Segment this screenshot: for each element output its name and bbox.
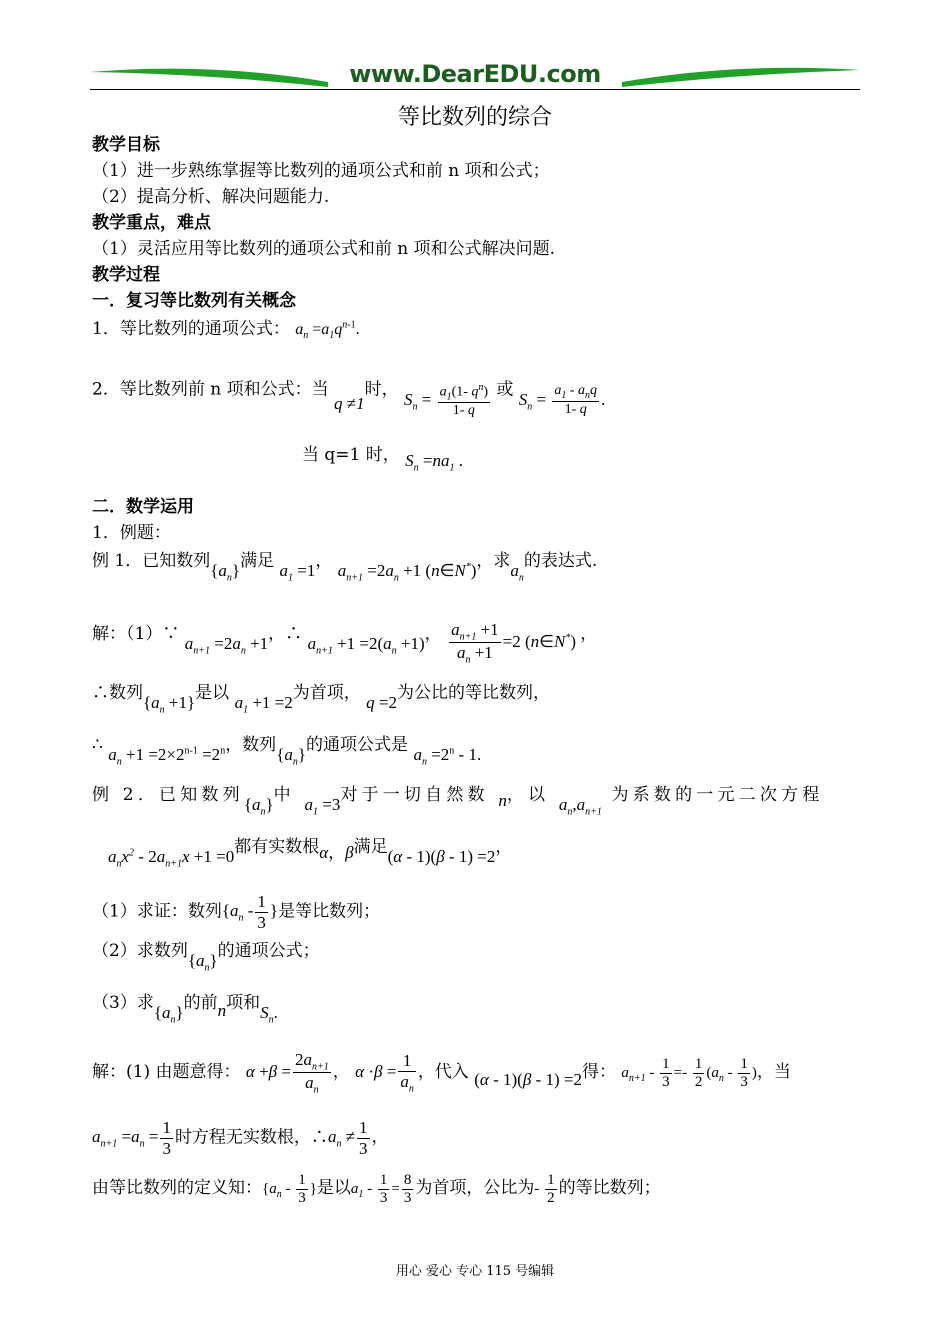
- sol2-text-g: 是以: [316, 1177, 351, 1198]
- sol1-first-term: $a_1 +1 =2$: [234, 693, 293, 716]
- concept-2-shi: 时，: [364, 379, 399, 400]
- solution-2-line-1: 解：(1) 由题意得： α +β = $\frac{2a_{n+1}}{a_n}$ ， α ·β = $\frac{1}{a_n}$ ，代入 (α - 1)(β - 1) =2得： $a_{n+1}$ - $\frac{1}{3}$ =- $\frac{1}{2}$ ($a_n$ - $\frac{1}{3}$ )，当: [92, 1050, 791, 1096]
- q2-text-a: （2）求数列: [92, 941, 188, 961]
- concept-2-q1: [302, 440, 463, 474]
- sol2-sum-roots: α +β = $\frac{2a_{n+1}}{a_n}$: [245, 1050, 329, 1096]
- page-footer: 用心 爱心 专心 115 号编辑: [395, 1264, 555, 1279]
- sol2-not-equal: $a_n$ ≠ $\frac{1}{3}$ ，: [327, 1118, 389, 1158]
- sol2-text-e: 时方程无实数根，∴: [174, 1127, 328, 1148]
- sol1-transform: $a_{n+1} +1 =2(a_n +1)$: [307, 633, 425, 657]
- q3-n: n: [217, 1001, 227, 1020]
- ex1-target: $a_n$: [510, 561, 524, 584]
- example-2-line-2: $a_nx^2 - 2a_{n+1}x +1 =0$都有实数根α，β满足(α - 1)(β - 1) =2，: [108, 837, 513, 870]
- sol1-ratio: $\frac{a_{n+1} +1}{a_n +1}$ =2 (n∈N*): [451, 620, 576, 666]
- sol2-first: $a_1$ - $\frac{1}{3}$ = $\frac{8}{3}$: [350, 1172, 412, 1206]
- sol2-text-b: ，代入: [417, 1061, 469, 1082]
- sol2-product-roots: α ·β = $\frac{1}{a_n}$: [355, 1051, 414, 1095]
- sol1-text-h: 的通项公式是: [306, 735, 409, 755]
- sol2-text-a: 解：(1) 由题意得：: [92, 1061, 241, 1082]
- ex1-text-c: ，求: [476, 551, 511, 571]
- ex2-a1: $a_1 =3$: [304, 795, 341, 818]
- example-1: 例 1．已知数列$\{a_n\}$满足 $a_1 =1$， $a_{n+1} =2a_n +1$ (n∈N*)，求$a_n$的表达式.: [92, 551, 598, 584]
- heading-key: 教学重点，难点: [92, 213, 211, 233]
- ex2-coefs: $a_n,a_{n+1}$: [558, 795, 602, 818]
- ex2-text-d: ，以: [506, 785, 550, 805]
- ex2-seq: $\{a_n\}$: [243, 795, 274, 818]
- q3-text-a: （3）求: [92, 993, 154, 1013]
- concept-2: [92, 372, 606, 419]
- question-2: [92, 936, 320, 974]
- question-1: [92, 892, 380, 933]
- question-3: [92, 988, 278, 1026]
- ex1-text-b: 满足: [240, 551, 275, 571]
- ex2-text-g: 满足: [353, 837, 388, 857]
- sol1-text-a: 解：（1）∵: [92, 623, 180, 644]
- sol2-condition: (α - 1)(β - 1) =2: [474, 1069, 582, 1089]
- example-2-line-1: [92, 780, 860, 818]
- q2-text-b: 的通项公式；: [217, 941, 320, 961]
- q3-text-b: 的前: [183, 993, 218, 1013]
- sol1-text-c: 是以: [195, 683, 230, 703]
- ex2-text-c: 对于一切自然数: [340, 785, 489, 805]
- sol2-equal-case: $a_{n+1} =a_n$ = $\frac{1}{3}$: [92, 1118, 171, 1158]
- sol1-answer: $a_n =2^n - 1$.: [413, 745, 482, 768]
- sol2-relation: $a_{n+1}$ - $\frac{1}{3}$ =- $\frac{1}{2}$ ($a_n$ - $\frac{1}{3}$ ): [621, 1055, 757, 1090]
- ex1-a1: $a_1 =1$: [279, 561, 316, 584]
- ex1-recurrence: $a_{n+1} =2a_n +1$ (n∈N*): [337, 561, 477, 584]
- concept-1-label: 1．等比数列的通项公式：: [92, 319, 290, 339]
- sol2-text-c: 得：: [581, 1061, 616, 1082]
- ex2-roots: α，β: [319, 843, 354, 862]
- solution-1-line-1: 解：（1）∵ $a_{n+1} =2a_n +1$，∴ $a_{n+1} +1 =2(a_n +1)$， $\frac{a_{n+1} +1}{a_n +1}$ =2 (n∈N*) ，: [92, 620, 598, 666]
- solution-2-line-2: [92, 1118, 389, 1159]
- sol1-expression: $a_n +1 =2\times 2^{n-1} =2^n$: [108, 745, 226, 768]
- sol1-text-e: 为公比的等比数列，: [397, 683, 551, 703]
- sol1-text-f: ∴: [92, 735, 103, 755]
- sol1-text-b: ∴数列: [92, 683, 143, 703]
- ex2-equation: $a_nx^2 - 2a_{n+1}x +1 =0$: [108, 847, 235, 870]
- ex2-text-b: 中: [273, 785, 295, 805]
- goal-2: （2）提高分析、解决问题能力.: [92, 187, 330, 207]
- sol2-text-h: 为首项，公比为: [415, 1177, 535, 1198]
- ex1-text-a: 例 1．已知数列: [92, 551, 211, 571]
- page-title: 等比数列的综合: [397, 105, 552, 130]
- sol1-text-g: ，数列: [225, 735, 277, 755]
- sol2-text-f: 由等比数列的定义知：: [92, 1177, 262, 1198]
- example-heading: 1．例题：: [92, 523, 171, 543]
- sol2-ratio: - $\frac{1}{2}$: [534, 1172, 555, 1206]
- q1-seq: {$a_n$ - $\frac{1}{3}$ }: [221, 892, 279, 932]
- key-1: （1）灵活应用等比数列的通项公式和前 n 项和公式解决问题.: [92, 239, 555, 259]
- formula-general-term: $a_n =a_1q^{n-1}$.: [295, 319, 360, 342]
- heading-part-1: 一．复习等比数列有关概念: [92, 291, 296, 311]
- q3-sn: $S_n$.: [260, 1003, 278, 1026]
- q3-seq: $\{a_n\}$: [153, 1003, 184, 1026]
- ex2-n: n: [498, 791, 507, 810]
- ex2-text-f: 都有实数根: [234, 837, 320, 857]
- concept-2-or: 或: [496, 379, 514, 400]
- goal-1: （1）进一步熟练掌握等比数列的通项公式和前 n 项和公式；: [92, 161, 550, 181]
- formula-sum-q1: $S_n =na_1$ .: [405, 451, 463, 474]
- sol1-text-d: 为首项，: [292, 683, 361, 703]
- ex1-text-d: 的表达式.: [523, 551, 598, 571]
- header-banner: [90, 60, 860, 90]
- q1-text-b: 是等比数列；: [278, 901, 381, 922]
- solution-1-line-2: [92, 678, 551, 716]
- sol1-seq: $\{a_n +1\}$: [143, 693, 196, 716]
- q2-seq: $\{a_n\}$: [187, 951, 218, 974]
- concept-2-when: 当 q=1 时，: [302, 445, 400, 465]
- concept-1: [92, 314, 360, 341]
- q1-text-a: （1）求证：数列: [92, 901, 222, 922]
- ex2-text-a: 例 2．已知数列: [92, 785, 244, 805]
- header-rule: [90, 89, 860, 90]
- heading-process: 教学过程: [92, 265, 160, 285]
- solution-1-line-3: [92, 730, 482, 768]
- condition-q-not-1: q ≠1: [333, 393, 365, 413]
- formula-sum-2: $S_n$ = $\frac{a_1 - a_nq}{1- q}$ .: [518, 383, 606, 418]
- concept-2-label: 2．等比数列前 n 项和公式：当: [92, 379, 329, 400]
- ex2-condition: (α - 1)(β - 1) =2: [387, 847, 496, 866]
- q3-text-c: 项和: [226, 993, 261, 1013]
- sol1-recurrence: $a_{n+1} =2a_n +1$: [184, 633, 269, 657]
- sol2-text-d: ，当: [756, 1061, 791, 1082]
- sol1-ratio-value: q =2: [366, 693, 398, 712]
- sol1-seq-an: $\{a_n\}$: [276, 745, 307, 768]
- formula-sum-1: $S_n$ = $\frac{a_1(1- q^n)}{1- q}$: [403, 382, 489, 419]
- seq-an: $\{a_n\}$: [210, 561, 241, 584]
- solution-2-line-3: [92, 1172, 661, 1207]
- heading-goal: 教学目标: [92, 135, 160, 155]
- ex2-text-e: 为系数的一元二次方程: [611, 785, 824, 805]
- heading-part-2: 二．数学运用: [92, 497, 194, 517]
- site-logo: www.DearEDU.com: [349, 60, 601, 88]
- sol2-text-i: 的等比数列；: [558, 1177, 661, 1198]
- sol2-seq: {$a_n$ - $\frac{1}{3}$ }: [262, 1172, 317, 1206]
